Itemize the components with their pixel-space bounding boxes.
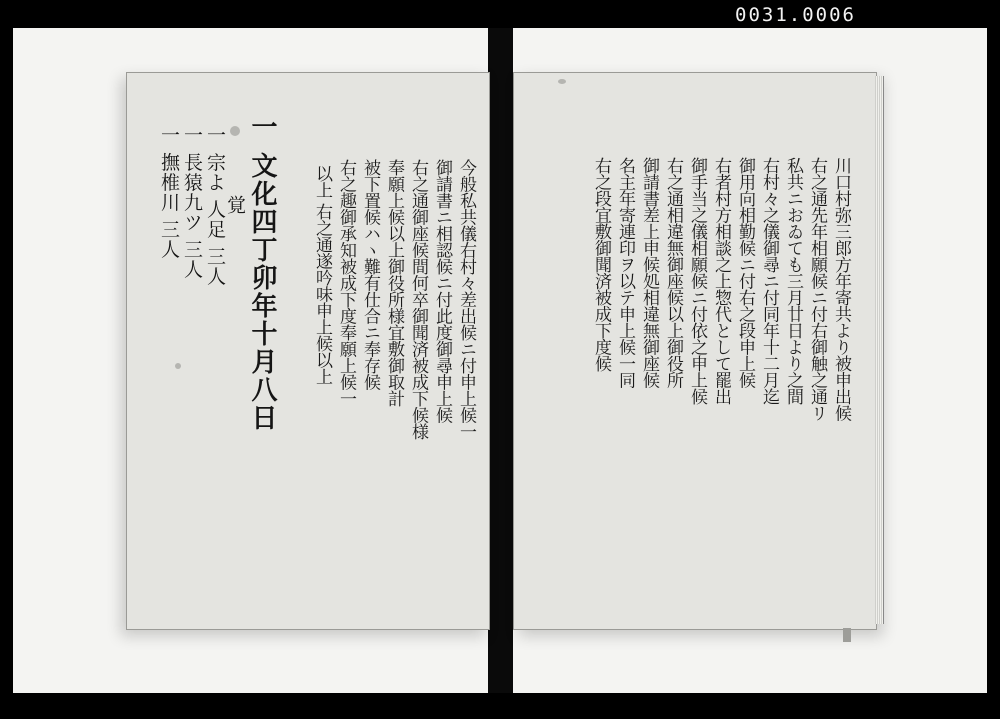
- list-item: 一 撫椎川 三人: [158, 125, 180, 260]
- script-column: 御用向相勤候ニ付右之段申上候: [735, 157, 755, 388]
- page-block-edge: [875, 76, 884, 624]
- script-column: 今般私共儀右村々差出候ニ付申上候一: [456, 159, 476, 440]
- list-title: 覚: [224, 195, 246, 215]
- list-item: 一 宗よ 人足 三人: [204, 125, 226, 287]
- script-column: 以上 右之通遂吟味申上候以上: [312, 165, 332, 385]
- script-column: 被下置候ハヽ難有仕合ニ奉存候: [360, 159, 380, 390]
- script-column: 右者村方相談之上惣代として罷出: [711, 157, 731, 405]
- script-column: 右之趣御承知被成下度奉願上候一: [336, 159, 356, 407]
- script-column: 御請書差上申候処相違無御座候: [639, 157, 659, 388]
- script-column: 右之通相違無御座候以上御役所: [663, 157, 683, 388]
- book-spine: [488, 28, 513, 693]
- paper-spot: [558, 79, 566, 84]
- script-column: 右村々之儀御尋ニ付同年十二月迄: [759, 157, 779, 405]
- page-tab: [843, 628, 851, 642]
- script-column: 右之通先年相願候ニ付右御触之通リ: [807, 157, 827, 421]
- script-column: 私共ニおゐても三月廿日より之間: [783, 157, 803, 405]
- script-column: 川口村弥三郎方年寄共より被申出候: [831, 157, 851, 421]
- right-page: [513, 72, 877, 630]
- script-column: 御請書ニ相認候ニ付此度御尋申上候: [432, 159, 452, 423]
- list-item: 一 長猿九ツ 三人: [181, 125, 203, 280]
- film-frame-code: 0031.0006: [735, 4, 856, 26]
- script-column: 右之通御座候間何卒御聞済被成下候様: [408, 159, 428, 440]
- page-heading: 一 文化四丁卯年十月八日: [247, 113, 277, 433]
- script-column: 右之段宜敷御聞済被成下度候: [591, 157, 611, 372]
- script-column: 御手当之儀相願候ニ付依之申上候: [687, 157, 707, 405]
- script-column: 名主年寄連印ヲ以テ申上候一同: [615, 157, 635, 388]
- paper-spot: [230, 126, 240, 136]
- script-column: 奉願上候以上御役所様宜敷御取計: [384, 159, 404, 407]
- left-page: [126, 72, 490, 630]
- paper-spot: [175, 363, 181, 369]
